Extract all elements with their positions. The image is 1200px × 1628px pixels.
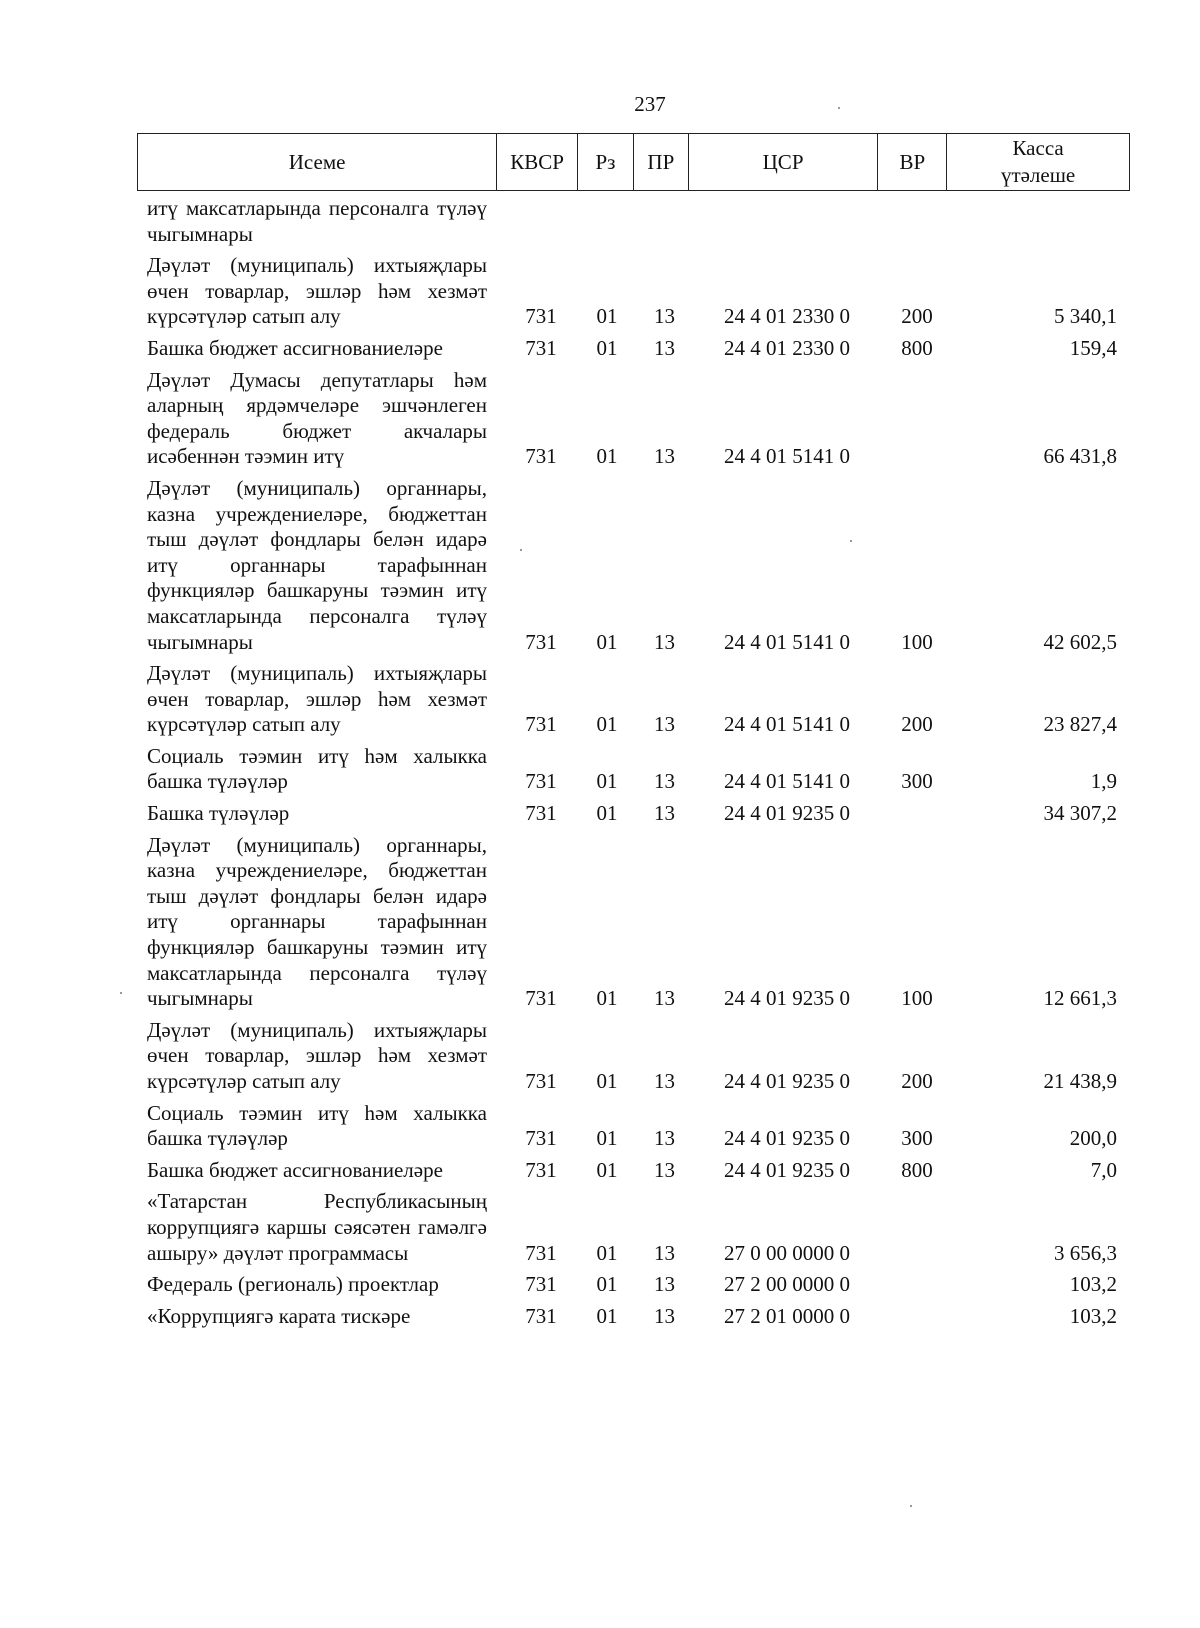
header-name: Исеме — [138, 134, 497, 190]
cell-csr: 27 0 00 0000 0 — [724, 1240, 850, 1265]
table-row — [137, 744, 1130, 795]
cell-kvsr: 731 — [525, 801, 557, 826]
table-header — [137, 133, 1130, 191]
cell-pr: 13 — [654, 1240, 675, 1265]
cell-amount: 7,0 — [1090, 1157, 1117, 1182]
cell-vr: 800 — [901, 1157, 933, 1182]
cell-name: Дәүләт (муниципаль) органнары, казна учреждениеләре, бюджеттан тыш дәүләт фондлары белән идарә итү органнары тарафыннан функцияләр башкаруны тәэмин итү максатларында персоналга түләү чыгымнары — [147, 475, 487, 654]
cell-name: Дәүләт (муниципаль) ихтыяҗлары өчен товарлар, эшләр һәм хезмәт күрсәтүләр сатып алу — [147, 1017, 487, 1093]
cell-kvsr: 731 — [525, 769, 557, 794]
table-row — [137, 368, 1130, 470]
scan-speck — [910, 1505, 912, 1507]
header-csr: ЦСР — [689, 134, 879, 190]
cell-rz: 01 — [596, 1303, 618, 1328]
cell-name: «Коррупциягә карата тискәре — [147, 1303, 411, 1328]
cell-vr: 200 — [901, 712, 933, 737]
cell-kvsr: 731 — [525, 304, 557, 329]
cell-pr: 13 — [654, 335, 675, 360]
cell-csr: 27 2 01 0000 0 — [724, 1303, 850, 1328]
cell-kvsr: 731 — [525, 1272, 557, 1297]
cell-amount: 42 602,5 — [1043, 629, 1117, 654]
cell-rz: 01 — [596, 1157, 618, 1182]
cell-name: Башка бюджет ассигнованиеләре — [147, 335, 443, 360]
cell-amount: 200,0 — [1069, 1126, 1117, 1151]
cell-name: Дәүләт (муниципаль) ихтыяҗлары өчен товарлар, эшләр һәм хезмәт күрсәтүләр сатып алу — [147, 253, 487, 329]
cell-rz: 01 — [596, 1272, 618, 1297]
cell-pr: 13 — [654, 712, 675, 737]
cell-kvsr: 731 — [525, 629, 557, 654]
cell-amount: 23 827,4 — [1043, 712, 1117, 737]
table-row — [137, 833, 1130, 1012]
cell-csr: 24 4 01 9235 0 — [724, 1126, 850, 1151]
cell-pr: 13 — [654, 629, 675, 654]
cell-amount: 34 307,2 — [1043, 801, 1117, 826]
cell-pr: 13 — [654, 769, 675, 794]
cell-rz: 01 — [596, 629, 618, 654]
cell-rz: 01 — [596, 1126, 618, 1151]
cell-pr: 13 — [654, 801, 675, 826]
table-row — [137, 1018, 1130, 1095]
cell-rz: 01 — [596, 1240, 618, 1265]
cell-kvsr: 731 — [525, 1069, 557, 1093]
cell-vr: 300 — [901, 769, 933, 794]
cell-vr: 100 — [901, 986, 933, 1011]
scan-speck — [850, 540, 852, 542]
cell-csr: 24 4 01 2330 0 — [724, 304, 850, 329]
cell-amount: 66 431,8 — [1043, 444, 1117, 469]
cell-pr: 13 — [654, 1126, 675, 1151]
cell-amount: 1,9 — [1090, 769, 1117, 794]
cell-name: Дәүләт (муниципаль) ихтыяҗлары өчен товарлар, эшләр һәм хезмәт күрсәтүләр сатып алу — [147, 661, 487, 737]
cell-pr: 13 — [654, 444, 675, 469]
cell-name: Социаль тәэмин итү һәм халыкка башка түләүләр — [147, 743, 487, 794]
cell-csr: 24 4 01 9235 0 — [724, 1157, 850, 1182]
cell-kvsr: 731 — [525, 1126, 557, 1151]
cell-amount: 21 438,9 — [1043, 1069, 1117, 1093]
cell-csr: 24 4 01 2330 0 — [724, 335, 850, 360]
page-number: 237 — [634, 92, 666, 116]
scan-speck — [838, 107, 840, 109]
table-row — [137, 801, 1130, 827]
table-row — [137, 1158, 1130, 1184]
cell-amount: 103,2 — [1069, 1303, 1117, 1328]
cell-vr: 200 — [901, 1069, 933, 1093]
cell-kvsr: 731 — [525, 1157, 557, 1182]
table-row — [137, 253, 1130, 330]
cell-amount: 3 656,3 — [1054, 1240, 1117, 1265]
cell-rz: 01 — [596, 444, 618, 469]
cell-kvsr: 731 — [525, 1240, 557, 1265]
cell-amount: 103,2 — [1069, 1272, 1117, 1297]
scan-speck — [120, 992, 122, 994]
cell-pr: 13 — [654, 1303, 675, 1328]
table-row — [137, 661, 1130, 738]
cell-rz: 01 — [596, 986, 618, 1011]
cell-kvsr: 731 — [525, 1303, 557, 1328]
cell-kvsr: 731 — [525, 986, 557, 1011]
header-pr: ПР — [634, 134, 689, 190]
cell-vr: 800 — [901, 335, 933, 360]
cell-name: Башка түләүләр — [147, 801, 290, 826]
cell-csr: 27 2 00 0000 0 — [724, 1272, 850, 1297]
cell-amount: 12 661,3 — [1043, 986, 1117, 1011]
table-row — [137, 1304, 1130, 1330]
cell-csr: 24 4 01 5141 0 — [724, 444, 850, 469]
cell-csr: 24 4 01 5141 0 — [724, 712, 850, 737]
scan-speck — [520, 549, 522, 551]
cell-kvsr: 731 — [525, 712, 557, 737]
cell-rz: 01 — [596, 335, 618, 360]
table-row — [137, 1189, 1130, 1266]
cell-name: Социаль тәэмин итү һәм халыкка башка түләүләр — [147, 1100, 487, 1151]
cell-name: Башка бюджет ассигнованиеләре — [147, 1157, 443, 1182]
cell-vr: 300 — [901, 1126, 933, 1151]
cell-rz: 01 — [596, 304, 618, 329]
header-kvsr: КВСР — [497, 134, 578, 190]
cell-amount: 5 340,1 — [1054, 304, 1117, 329]
cell-csr: 24 4 01 9235 0 — [724, 801, 850, 826]
cell-csr: 24 4 01 5141 0 — [724, 769, 850, 794]
cell-csr: 24 4 01 9235 0 — [724, 1069, 850, 1093]
table-row — [137, 476, 1130, 655]
cell-pr: 13 — [654, 304, 675, 329]
cell-vr: 100 — [901, 629, 933, 654]
cell-pr: 13 — [654, 1272, 675, 1297]
cell-csr: 24 4 01 9235 0 — [724, 986, 850, 1011]
cell-rz: 01 — [596, 769, 618, 794]
cell-rz: 01 — [596, 801, 618, 826]
cell-name: Федераль (региональ) проектлар — [147, 1272, 439, 1297]
header-rz: Рз — [578, 134, 634, 190]
table-row — [137, 1272, 1130, 1298]
cell-vr: 200 — [901, 304, 933, 329]
cell-pr: 13 — [654, 986, 675, 1011]
cell-kvsr: 731 — [525, 444, 557, 469]
cell-pr: 13 — [654, 1069, 675, 1093]
cell-rz: 01 — [596, 1069, 618, 1093]
table-row — [137, 196, 1130, 247]
cell-name: «Татарстан Республикасының коррупциягә каршы сәясәтен гамәлгә ашыру» дәүләт программасы — [147, 1189, 487, 1265]
table-body — [137, 196, 1130, 1335]
table-row — [137, 336, 1130, 362]
cell-amount: 159,4 — [1069, 335, 1117, 360]
cell-name: итү максатларында персоналга түләү чыгымнары — [147, 196, 487, 246]
cell-name: Дәүләт (муниципаль) органнары, казна учреждениеләре, бюджеттан тыш дәүләт фондлары белән идарә итү органнары тарафыннан функцияләр башкаруны тәэмин итү максатларында персоналга түләү чыгымнары — [147, 832, 487, 1011]
cell-kvsr: 731 — [525, 335, 557, 360]
cell-name: Дәүләт Думасы депутатлары һәм аларның ярдәмчеләре эшчәнлеген федераль бюджет акчалары исәбеннән тәэмин итү — [147, 367, 487, 469]
cell-csr: 24 4 01 5141 0 — [724, 629, 850, 654]
header-vr: ВР — [878, 134, 947, 190]
table-row — [137, 1101, 1130, 1152]
cell-pr: 13 — [654, 1157, 675, 1182]
header-amount: Касса үтәлеше — [1000, 136, 1076, 187]
cell-rz: 01 — [596, 712, 618, 737]
